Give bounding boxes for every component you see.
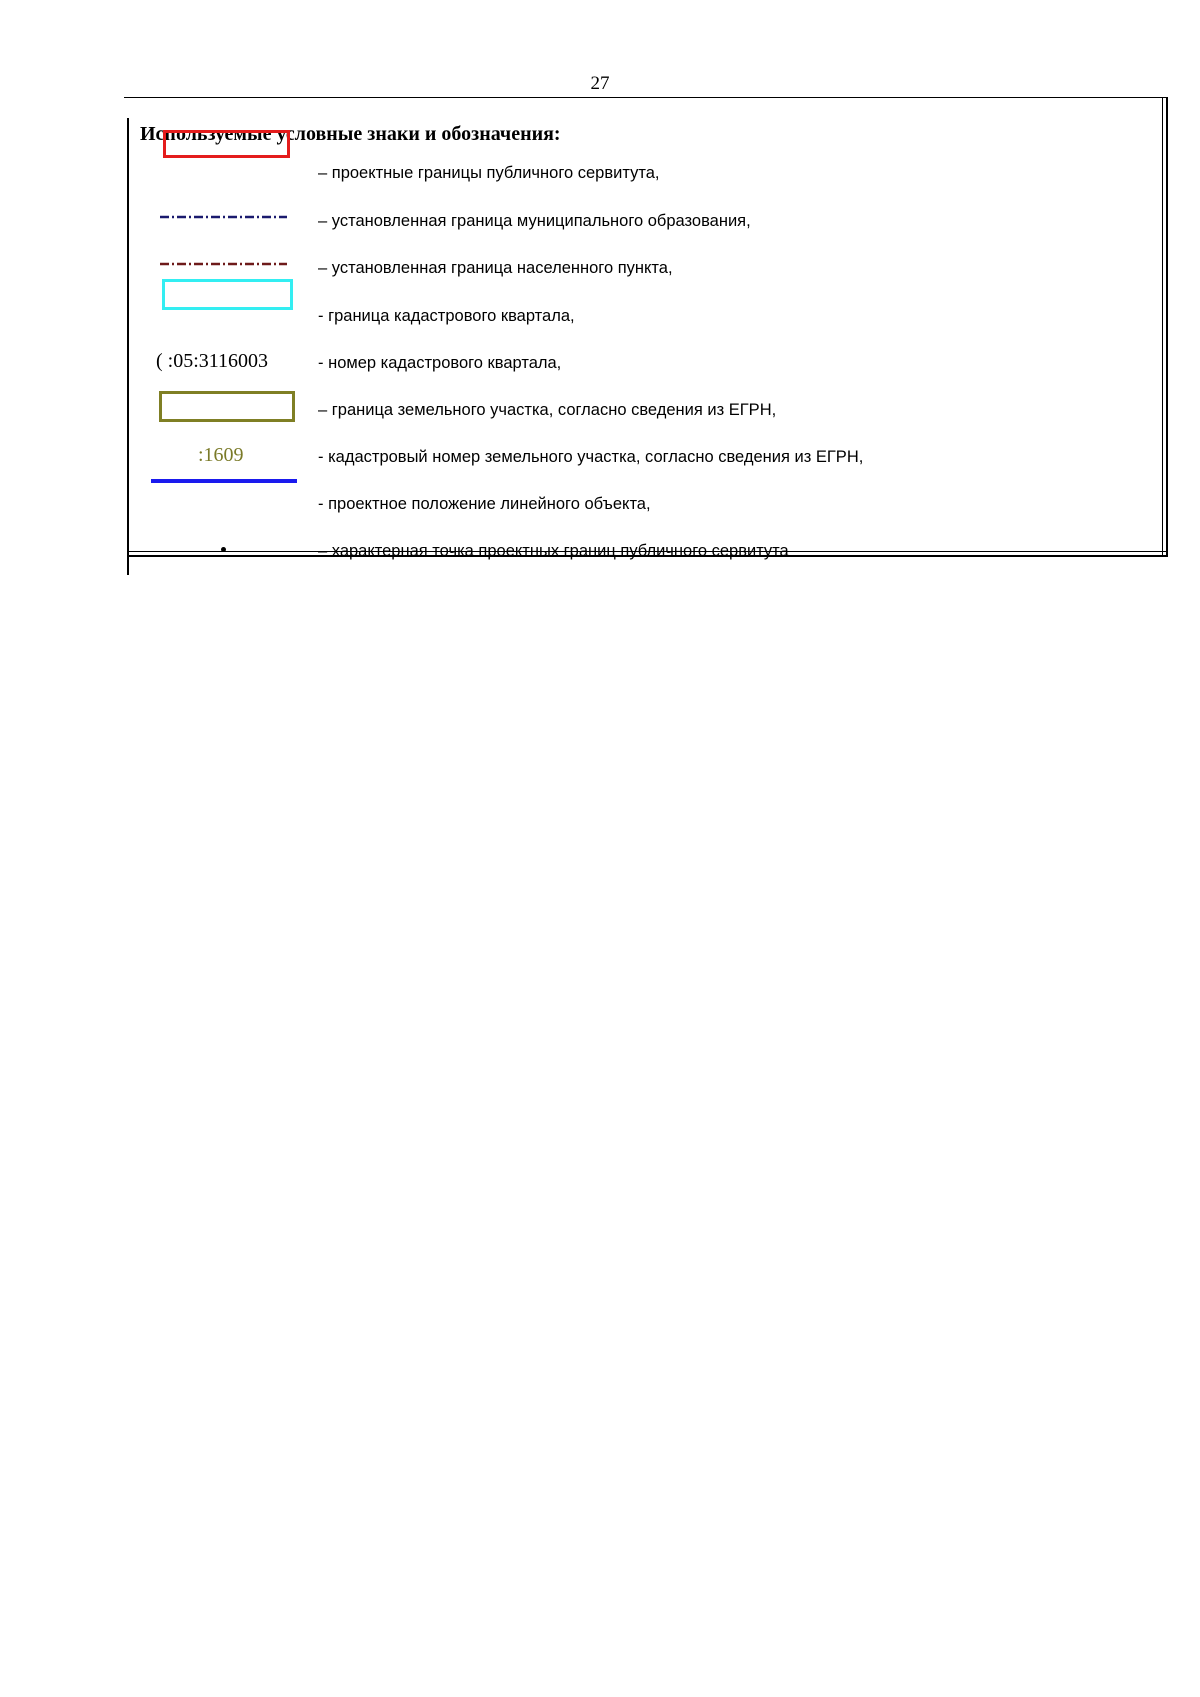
legend-item-settlement-boundary: – установленная граница населенного пункта,	[318, 259, 673, 277]
easement-boundary-symbol	[163, 130, 290, 158]
legend-item-cadastral-quarter-boundary: - граница кадастрового квартала,	[318, 307, 575, 325]
land-plot-number-symbol: :1609	[198, 444, 244, 466]
frame-left-border	[127, 118, 129, 575]
page-number: 27	[590, 73, 610, 94]
frame-right-border-outer	[1166, 97, 1168, 556]
header-rule	[124, 97, 1166, 98]
settlement-boundary-symbol	[160, 262, 287, 266]
legend-item-land-plot-boundary: – граница земельного участка, согласно сведения из ЕГРН,	[318, 401, 777, 419]
legend-item-land-plot-number: - кадастровый номер земельного участка, согласно сведения из ЕГРН,	[318, 448, 864, 466]
legend-item-characteristic-point: – характерная точка проектных границ публичного сервитута	[318, 542, 789, 560]
land-plot-boundary-symbol	[159, 391, 295, 422]
linear-object-symbol	[151, 479, 297, 483]
municipal-boundary-symbol	[160, 215, 287, 219]
legend-item-municipal-boundary: – установленная граница муниципального образования,	[318, 212, 751, 230]
frame-right-border-inner	[1162, 97, 1163, 556]
legend-item-linear-object: - проектное положение линейного объекта,	[318, 495, 651, 513]
cadastral-quarter-number-symbol: ( :05:3116003	[156, 350, 269, 372]
legend-title: Используемые условные знаки и обозначения:	[140, 123, 561, 145]
characteristic-point-symbol	[221, 547, 226, 552]
legend-item-cadastral-quarter-number: - номер кадастрового квартала,	[318, 354, 562, 372]
cadastral-quarter-boundary-symbol	[162, 279, 293, 310]
legend-item-easement-boundary: – проектные границы публичного сервитута,	[318, 164, 660, 182]
